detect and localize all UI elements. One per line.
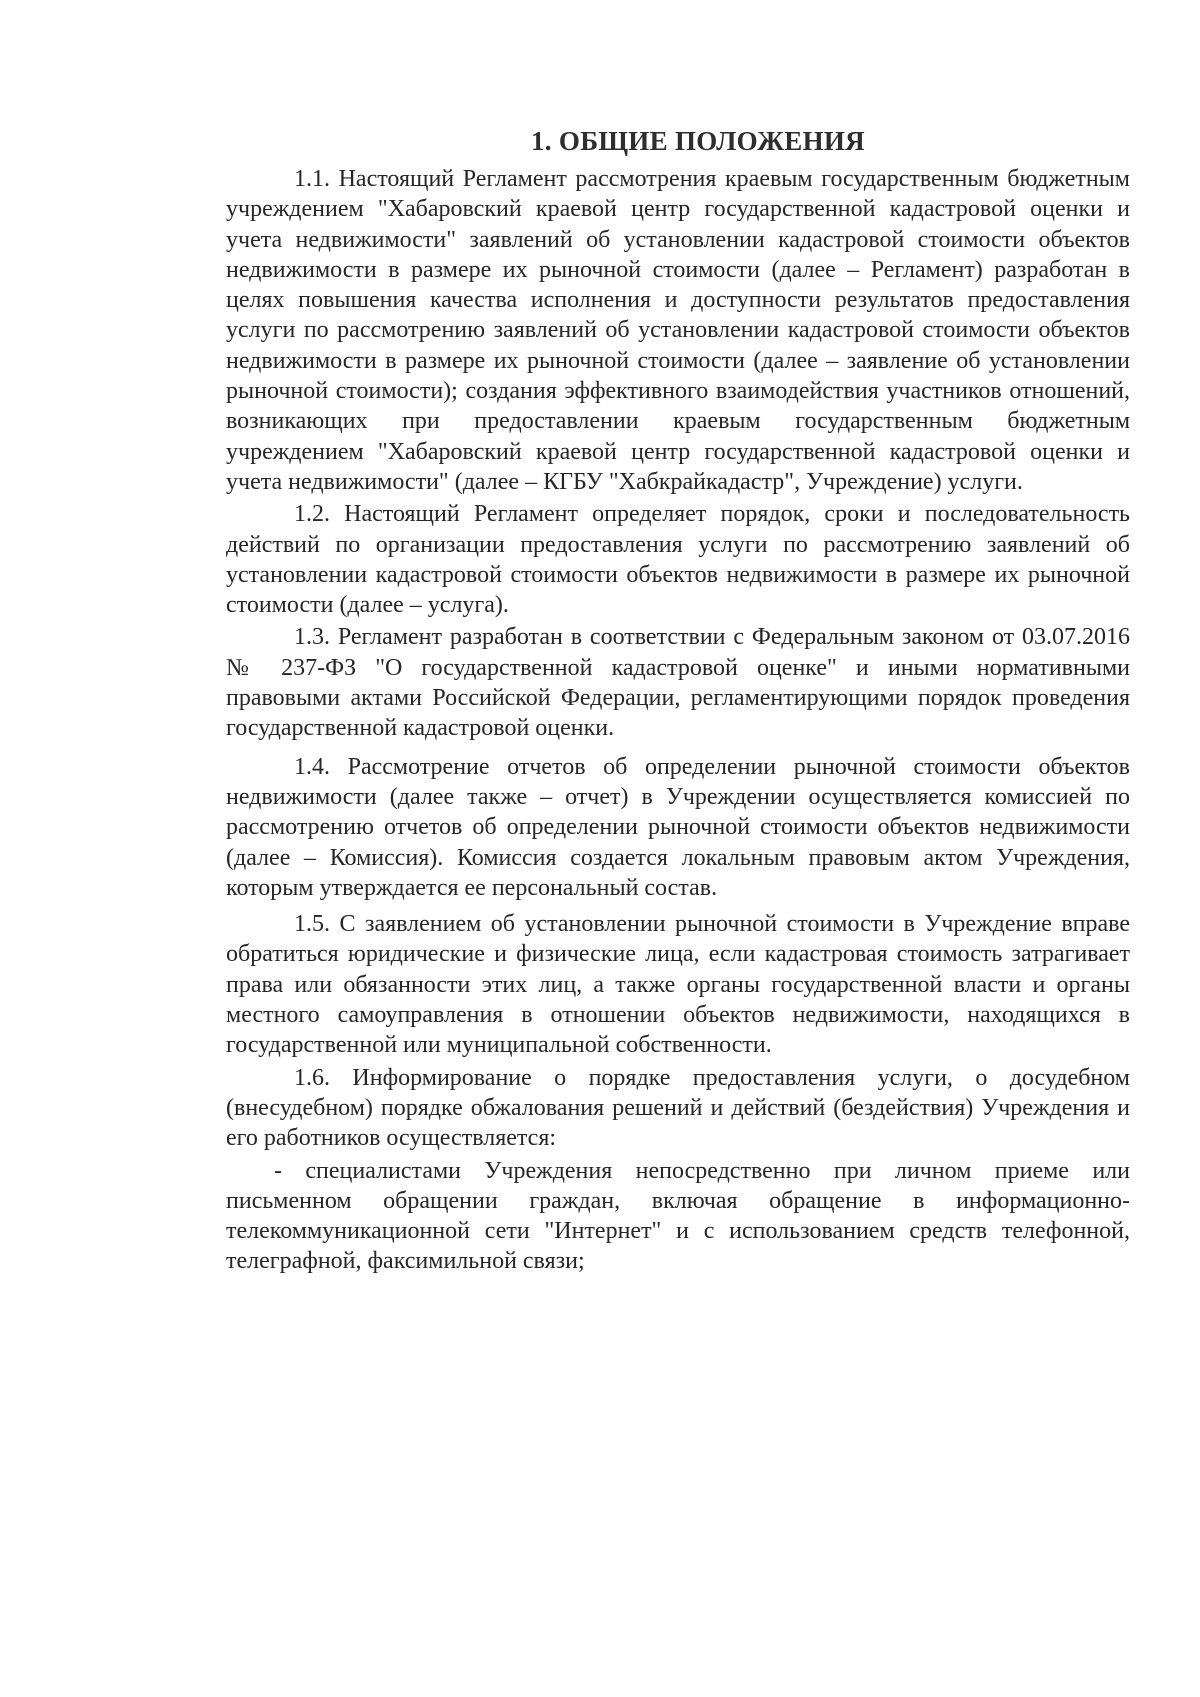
- section-title: 1. ОБЩИЕ ПОЛОЖЕНИЯ: [531, 126, 865, 156]
- paragraph-1-4: 1.4. Рассмотрение отчетов об определении рыночной стоимости объектов недвижимости (далее также – отчет) в Учреждении осуществляется комиссией по рассмотрению отчетов об определении рыночной стоимости объектов недвижимости (далее – Комиссия). Комиссия создается локальным правовым актом Учреждения, которым утверждается ее персональный состав.: [226, 753, 1130, 901]
- paragraph-1-6: 1.6. Информирование о порядке предоставления услуги, о досудебном (внесудебном) порядке обжалования решений и действий (бездействия) Учреждения и его работников осуществляется:: [226, 1064, 1130, 1152]
- paragraph-1-3: 1.3. Регламент разработан в соответствии с Федеральным законом от 03.07.2016 № 237-ФЗ "О государственной кадастровой оценке" и иными нормативными правовыми актами Российской Федерации, регламентирующими порядок проведения государственной кадастровой оценки.: [226, 624, 1130, 742]
- document-page: [226, 124, 1130, 1277]
- paragraph-1-2: 1.2. Настоящий Регламент определяет порядок, сроки и последовательность действий по организации предоставления услуги по рассмотрению заявлений об установлении кадастровой стоимости объектов недвижимости в размере их рыночной стоимости (далее – услуга).: [226, 501, 1130, 619]
- list-item: - специалистами Учреждения непосредственно при личном приеме или письменном обращении граждан, включая обращение в информационно-телекоммуникационной сети "Интернет" и с использованием средств телефонной, телеграфной, факсимильной связи;: [226, 1157, 1130, 1275]
- paragraph-1-1: 1.1. Настоящий Регламент рассмотрения краевым государственным бюджетным учреждением "Хабаровский краевой центр государственной кадастровой оценки и учета недвижимости" заявлений об установлении кадастровой стоимости объектов недвижимости в размере их рыночной стоимости (далее – Регламент) разработан в целях повышения качества исполнения и доступности результатов предоставления услуги по рассмотрению заявлений об установлении кадастровой стоимости объектов недвижимости в размере их рыночной стоимости (далее – заявление об установлении рыночной стоимости); создания эффективного взаимодействия участников отношений, возникающих при предоставлении краевым государственным бюджетным учреждением "Хабаровский краевой центр государственной кадастровой оценки и учета недвижимости" (далее – КГБУ "Хабкрайкадастр", Учреждение) услуги.: [226, 166, 1130, 495]
- paragraph-1-5: 1.5. С заявлением об установлении рыночной стоимости в Учреждение вправе обратиться юридические и физические лица, если кадастровая стоимость затрагивает права или обязанности этих лиц, а также органы государственной власти и органы местного самоуправления в отношении объектов недвижимости, находящихся в государственной или муниципальной собственности.: [226, 911, 1130, 1059]
